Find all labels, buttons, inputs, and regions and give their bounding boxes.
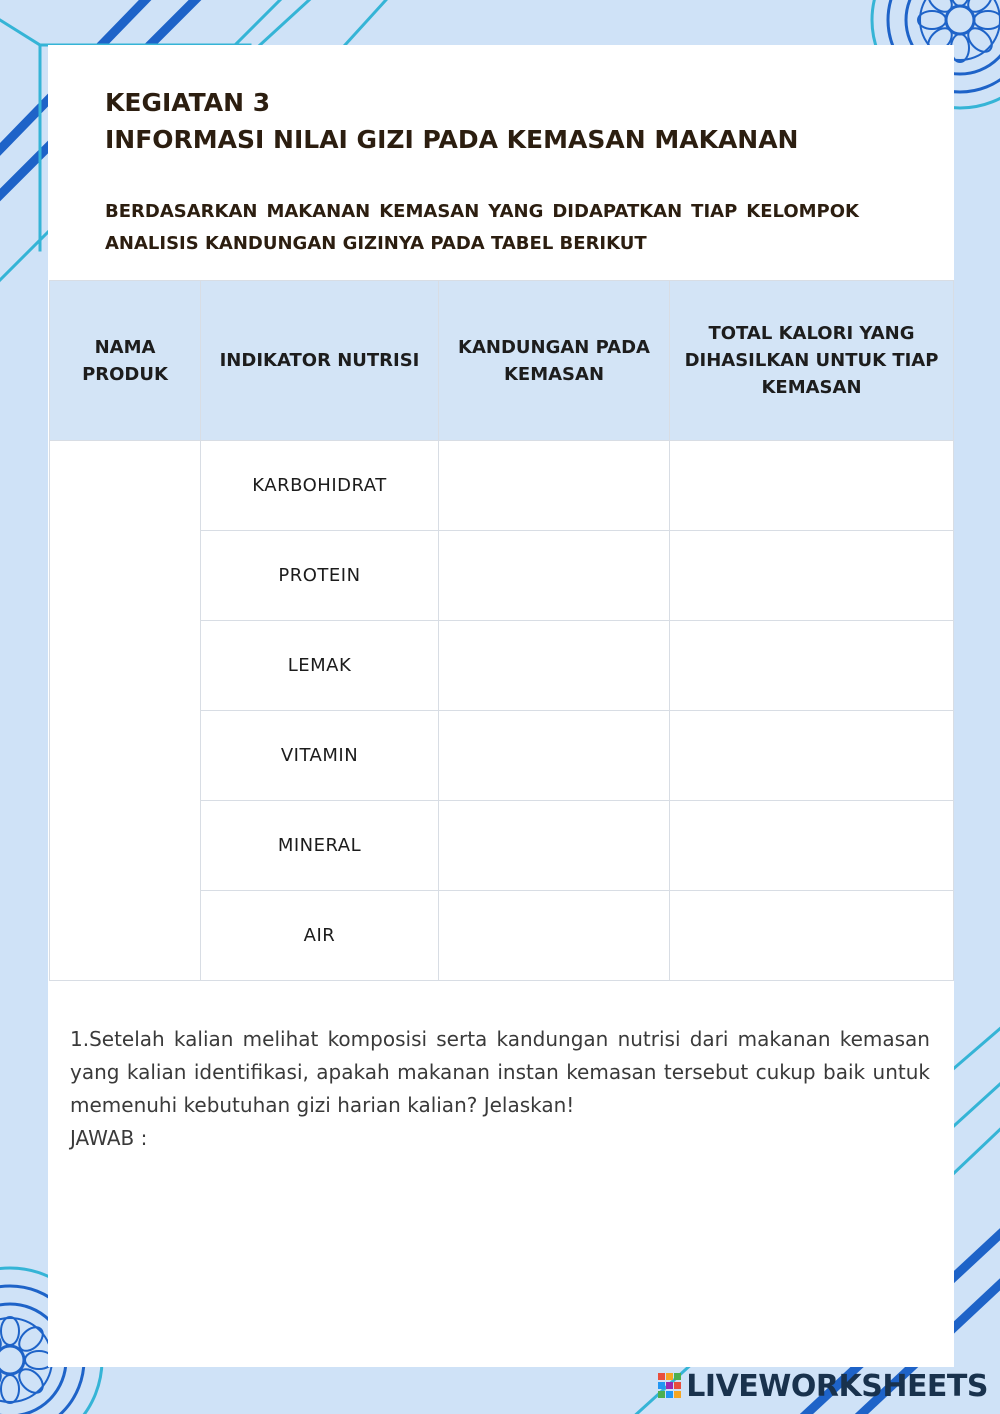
- activity-title: INFORMASI NILAI GIZI PADA KEMASAN MAKANAN: [105, 125, 799, 154]
- instruction-text: BERDASARKAN MAKANAN KEMASAN YANG DIDAPATKAN TIAP KELOMPOK ANALISIS KANDUNGAN GIZINYA PADA TABEL BERIKUT: [105, 201, 859, 254]
- content-cell[interactable]: [439, 441, 670, 531]
- header-package-content: KANDUNGAN PADA KEMASAN: [439, 281, 670, 441]
- indicator-cell: PROTEIN: [201, 531, 439, 621]
- calories-cell[interactable]: [670, 891, 954, 981]
- calories-cell[interactable]: [670, 711, 954, 801]
- question-text: 1.Setelah kalian melihat komposisi serta kandungan nutrisi dari makanan kemasan yang kalian identifikasi, apakah makanan instan kemasan tersebut cukup baik untuk memenuhi kebutuhan gizi harian kalian? Jelaskan!: [70, 1027, 930, 1117]
- content-cell[interactable]: [439, 801, 670, 891]
- indicator-cell: VITAMIN: [201, 711, 439, 801]
- calories-cell[interactable]: [670, 621, 954, 711]
- content-cell[interactable]: [439, 891, 670, 981]
- content-cell[interactable]: [439, 531, 670, 621]
- liveworksheets-brand[interactable]: [658, 1366, 988, 1406]
- calories-cell[interactable]: [670, 441, 954, 531]
- activity-number: KEGIATAN 3: [105, 88, 271, 117]
- table-header-row: [50, 281, 954, 441]
- header-total-calories: TOTAL KALORI YANG DIHASILKAN UNTUK TIAP KEMASAN: [670, 281, 954, 441]
- indicator-cell: LEMAK: [201, 621, 439, 711]
- indicator-cell: AIR: [201, 891, 439, 981]
- activity-heading: [105, 84, 865, 158]
- header-product-name: NAMA PRODUK: [50, 281, 201, 441]
- calories-cell[interactable]: [670, 531, 954, 621]
- liveworksheets-logo-icon: [658, 1373, 682, 1399]
- content-cell[interactable]: [439, 621, 670, 711]
- product-name-cell[interactable]: [50, 441, 201, 981]
- indicator-cell: MINERAL: [201, 801, 439, 891]
- content-cell[interactable]: [439, 711, 670, 801]
- indicator-cell: KARBOHIDRAT: [201, 441, 439, 531]
- header-nutrition-indicator: INDIKATOR NUTRISI: [201, 281, 439, 441]
- table-row: [50, 441, 954, 531]
- nutrition-table: [49, 280, 954, 981]
- brand-wordmark: LIVEWORKSHEETS: [686, 1368, 988, 1404]
- answer-label: JAWAB :: [70, 1126, 148, 1150]
- calories-cell[interactable]: [670, 801, 954, 891]
